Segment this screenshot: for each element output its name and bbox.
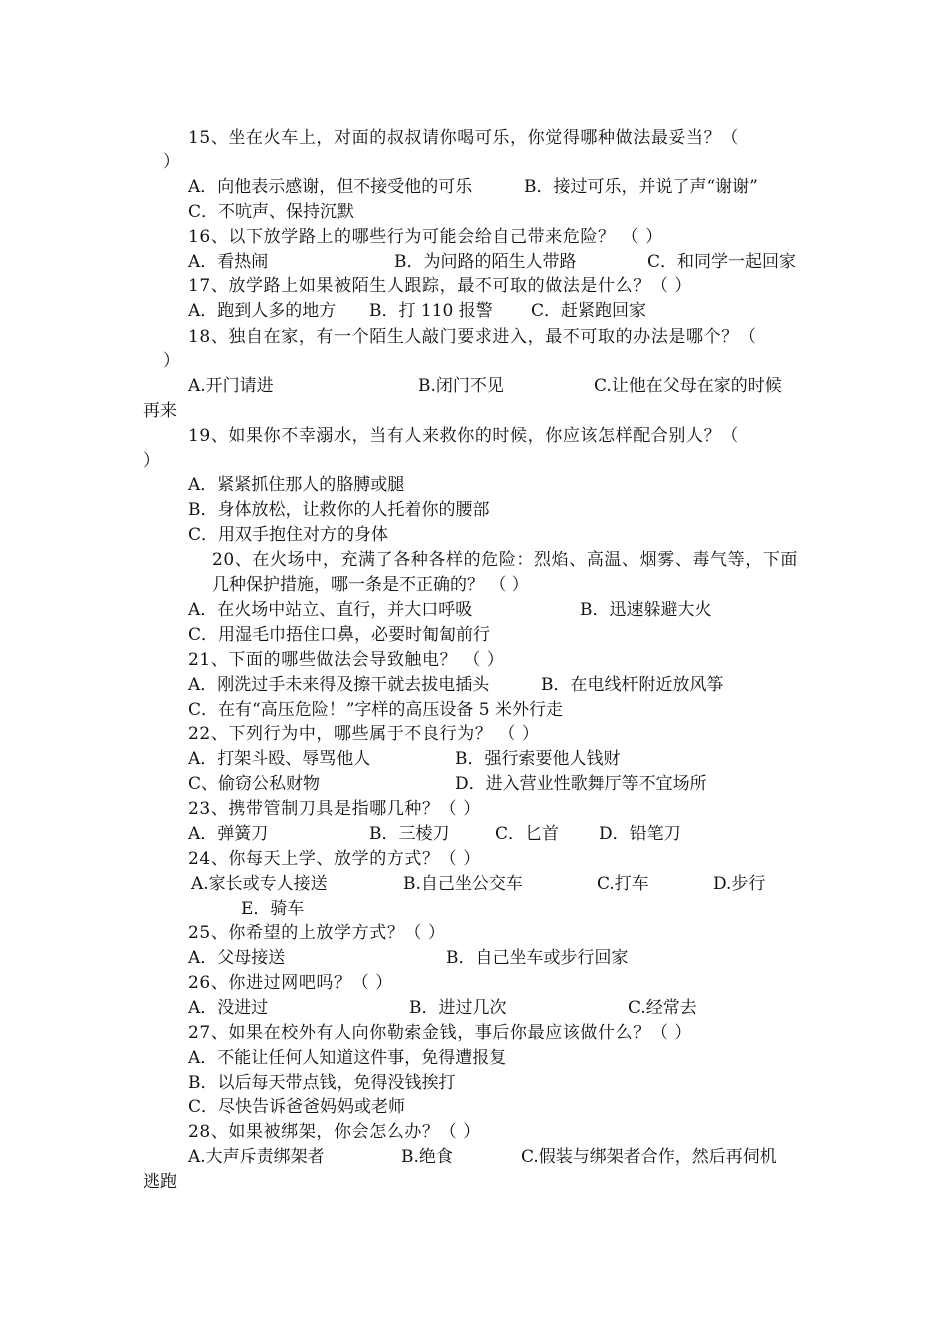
option-a: A．弹簧刀: [188, 824, 269, 844]
question-20-continued: 几种保护措施，哪一条是不正确的？ （ ）: [212, 575, 529, 595]
option-c: C．赶紧跑回家: [531, 301, 647, 321]
question-21: 21、下面的哪些做法会导致触电？ （ ）: [188, 650, 505, 670]
option-a: A．向他表示感谢，但不接受他的可乐: [188, 177, 473, 197]
option-a: A．刚洗过手未来得及擦干就去拔电插头: [188, 675, 490, 695]
answer-bracket: ）: [163, 351, 180, 371]
option-a: A.家长或专人接送: [191, 874, 328, 894]
option-a: A．紧紧抓住那人的胳膊或腿: [188, 475, 405, 495]
option-b: B．以后每天带点钱，免得没钱挨打: [188, 1073, 456, 1093]
question-28: 28、如果被绑架，你会怎么办？（ ）: [188, 1122, 481, 1142]
option-c: C、偷窃公私财物: [188, 774, 321, 794]
question-25: 25、你希望的上放学方式？（ ）: [188, 923, 446, 943]
option-e: E．骑车: [241, 899, 305, 919]
option-b: B．三棱刀: [369, 824, 450, 844]
answer-bracket: ）: [143, 451, 160, 471]
option-c: C.打车: [597, 874, 649, 894]
option-b: B．接过可乐，并说了声“谢谢”: [524, 177, 758, 197]
option-c: C.经常去: [628, 998, 697, 1018]
question-26: 26、你进过网吧吗？（ ）: [188, 973, 393, 993]
option-b: B.闭门不见: [418, 376, 504, 396]
question-16: 16、以下放学路上的哪些行为可能会给自己带来危险？ （ ）: [188, 227, 663, 247]
option-b: B.自己坐公交车: [403, 874, 523, 894]
option-a: A．跑到人多的地方: [188, 301, 337, 321]
option-c: C．尽快告诉爸爸妈妈或老师: [188, 1097, 406, 1117]
option-a: A．在火场中站立、直行，并大口呼吸: [188, 600, 473, 620]
option-b: B．在电线杆附近放风筝: [541, 675, 724, 695]
option-c: C.假装与绑架者合作，然后再伺机: [521, 1147, 777, 1167]
option-a: A．不能让任何人知道这件事，免得遭报复: [188, 1048, 507, 1068]
option-d: D．进入营业性歌舞厅等不宜场所: [455, 774, 707, 794]
option-a: A．看热闹: [188, 252, 269, 272]
question-24: 24、你每天上学、放学的方式？（ ）: [188, 849, 481, 869]
option-c-continued: 再来: [143, 401, 177, 421]
question-20: 20、在火场中，充满了各种各样的危险：烈焰、高温、烟雾、毒气等，下面: [212, 550, 799, 570]
option-c: C．用双手抱住对方的身体: [188, 525, 389, 545]
answer-bracket: ）: [163, 152, 180, 172]
option-a: A．打架斗殴、辱骂他人: [188, 749, 371, 769]
option-c: C．和同学一起回家: [647, 252, 797, 272]
option-b: B．为问路的陌生人带路: [394, 252, 577, 272]
option-c: C．在有“高压危险！”字样的高压设备 5 米外行走: [188, 700, 564, 720]
question-22: 22、下列行为中，哪些属于不良行为？ （ ）: [188, 724, 540, 744]
option-b: B．迅速躲避大火: [580, 600, 712, 620]
option-d: D.步行: [713, 874, 766, 894]
question-27: 27、如果在校外有人向你勒索金钱，事后你最应该做什么？（ ）: [188, 1023, 693, 1043]
option-c: C.让他在父母在家的时候: [594, 376, 782, 396]
option-c: C．用湿毛巾捂住口鼻，必要时匍匐前行: [188, 625, 491, 645]
question-18: 18、独自在家，有一个陌生人敲门要求进入，最不可取的办法是哪个？（: [188, 327, 757, 347]
option-c: C．匕首: [495, 824, 560, 844]
option-a: A.开门请进: [188, 376, 274, 396]
question-19: 19、如果你不幸溺水，当有人来救你的时候，你应该怎样配合别人？（: [188, 426, 739, 446]
option-b: B．进过几次: [409, 998, 507, 1018]
question-15: 15、坐在火车上，对面的叔叔请你喝可乐，你觉得哪种做法最妥当？（: [188, 128, 739, 148]
option-a: A．父母接送: [188, 948, 286, 968]
option-b: B.绝食: [401, 1147, 453, 1167]
option-d: D．铅笔刀: [599, 824, 681, 844]
option-a: A．没进过: [188, 998, 269, 1018]
option-c-continued: 逃跑: [143, 1172, 177, 1192]
question-23: 23、携带管制刀具是指哪几种？（ ）: [188, 799, 481, 819]
option-b: B．强行索要他人钱财: [455, 749, 621, 769]
option-b: B．身体放松，让救你的人托着你的腰部: [188, 500, 490, 520]
question-17: 17、放学路上如果被陌生人跟踪，最不可取的做法是什么？（ ）: [188, 276, 693, 296]
option-b: B．自己坐车或步行回家: [446, 948, 629, 968]
option-a: A.大声斥责绑架者: [188, 1147, 325, 1167]
option-c: C．不吭声、保持沉默: [188, 202, 355, 222]
option-b: B．打 110 报警: [369, 301, 493, 321]
